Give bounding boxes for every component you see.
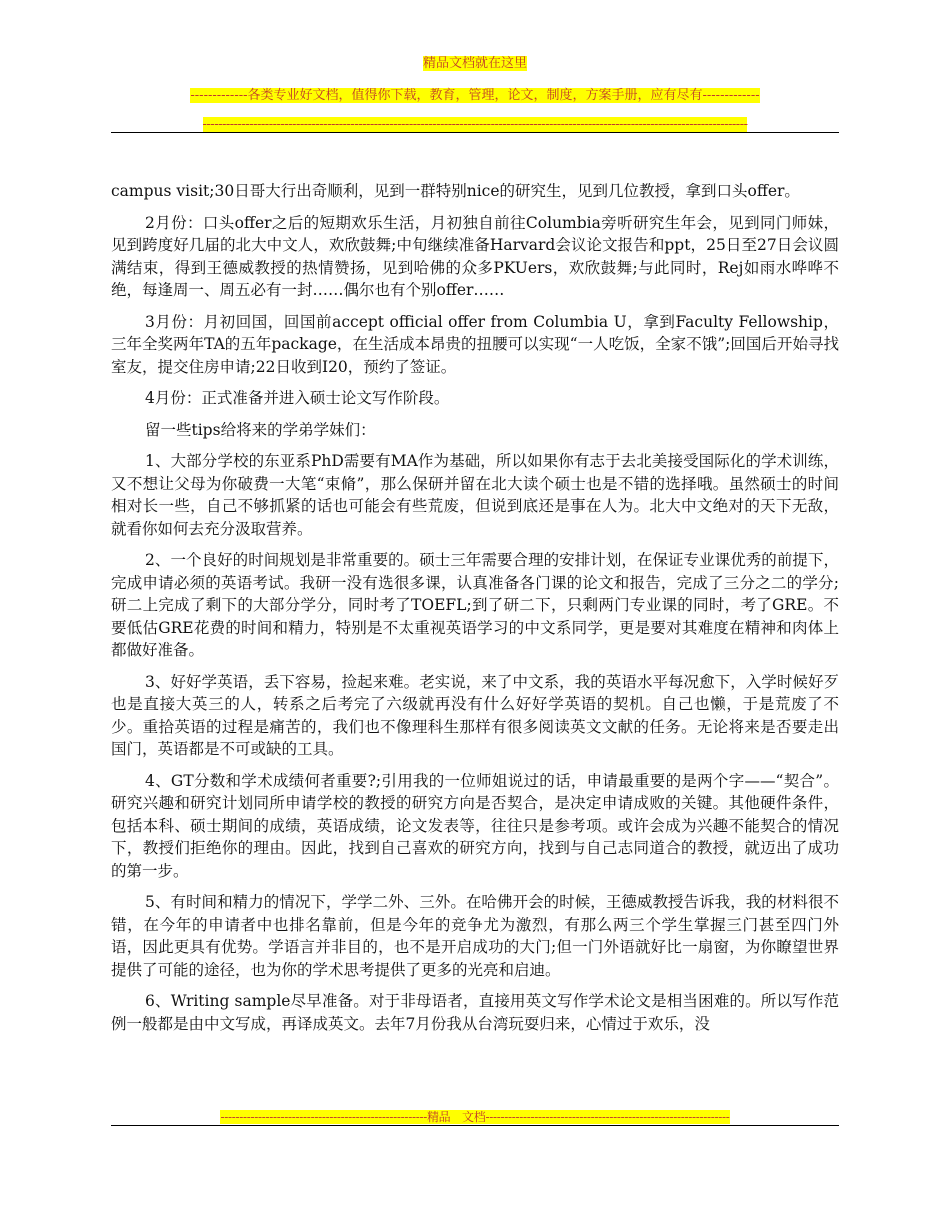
header-title: 精品文档就在这里 — [422, 56, 527, 71]
paragraph: 2月份：口头offer之后的短期欢乐生活，月初独自前往Columbia旁听研究生年会，见到同门师妹，见到跨度好几届的北大中文人，欢欣鼓舞;中旬继续准备Harvard会议论文报告和ppt，25日至27日会议圆满结束，得到王德威教授的热情赞扬，见到哈佛的众多PKUers，欢欣鼓舞;与此同时，Rej如雨水哗哗不绝，每逢周一、周五必有一封……偶尔也有个别offer…… — [111, 213, 839, 299]
paragraph: 1、大部分学校的东亚系PhD需要有MA作为基础，所以如果你有志于去北美接受国际化的学术训练，又不想让父母为你破费一大笔“束脩”，那么保研并留在北大读个硕士也是不错的选择哦。虽然硕士的时间相对长一些，自己不够抓紧的话也可能会有些荒废，但说到底还是事在人为。北大中文绝对的天下无敌，就看你如何去充分汲取营养。 — [111, 452, 839, 538]
header-rule — [111, 132, 839, 133]
paragraph: 6、Writing sample尽早准备。对于非母语者，直接用英文写作学术论文是相当困难的。所以写作范例一般都是由中文写成，再译成英文。去年7月份我从台湾玩耍归来，心情过于欢乐，没 — [111, 992, 839, 1033]
paragraph: 4月份：正式准备并进入硕士论文写作阶段。 — [145, 389, 450, 407]
paragraph: 5、有时间和精力的情况下，学学二外、三外。在哈佛开会的时候，王德威教授告诉我，我的材料很不错，在今年的申请者中也排名靠前，但是今年的竞争尤为激烈，有那么两三个学生掌握三门甚至四门外语，因此更具有优势。学语言并非目的，也不是开启成功的大门;但一门外语就好比一扇窗，为你瞭望世界提供了可能的途径，也为你的学术思考提供了更多的光亮和启迪。 — [111, 893, 839, 979]
paragraph: campus visit;30日哥大行出奇顺利，见到一群特别nice的研究生，见到几位教授，拿到口头offer。 — [111, 182, 800, 200]
page-footer — [111, 1106, 839, 1126]
paragraph: 3、好好学英语，丢下容易，捡起来难。老实说，来了中文系，我的英语水平每况愈下，入学时候好歹也是直接大英三的人，转系之后考完了六级就再没有什么好好学英语的契机。自己也懒，于是荒废了不少。重拾英语的过程是痛苦的，我们也不像理科生那样有很多阅读英文文献的任务。无论将来是否要走出国门，英语都是不可或缺的工具。 — [111, 672, 839, 758]
document-body — [111, 180, 839, 1044]
paragraph: 4、GT分数和学术成绩何者重要?;引用我的一位师姐说过的话，申请最重要的是两个字——“契合”。研究兴趣和研究计划同所申请学校的教授的研究方向是否契合，是决定申请成败的关键。其他硬件条件，包括本科、硕士期间的成绩，英语成绩，论文发表等，往往只是参考项。或许会成为兴趣不能契合的情况下，教授们拒绝你的理由。因此，找到自己喜欢的研究方向，找到与自己志同道合的教授，就迈出了成功的第一步。 — [111, 771, 839, 880]
paragraph: 2、一个良好的时间规划是非常重要的。硕士三年需要合理的安排计划，在保证专业课优秀的前提下，完成申请必须的英语考试。我研一没有选很多课，认真准备各门课的论文和报告，完成了三分之二的学分;研二上完成了剩下的大部分学分，同时考了TOEFL;到了研二下，只剩两门专业课的同时，考了GRE。不要低估GRE花费的时间和精力，特别是不太重视英语学习的中文系同学，更是要对其难度在精神和肉体上都做好准备。 — [111, 551, 839, 659]
paragraph: 留一些tips给将来的学弟学妹们： — [145, 420, 376, 439]
footer-rule — [111, 1125, 839, 1126]
footer-text: -------------------------------------------------------精品 文档----------------------------------------------------------------- — [220, 1110, 730, 1124]
paragraph: 3月份：月初回国，回国前accept official offer from Columbia U，拿到Faculty Fellowship，三年全奖两年TA的五年package，在生活成本昂贵的扭腰可以实现“一人吃饭，全家不饿”;回国后开始寻找室友，提交住房申请;22日收到I20，预约了签证。 — [111, 312, 839, 376]
header-tagline: -------------各类专业好文档，值得你下载，教育，管理，论文，制度，方案手册，应有尽有------------- — [190, 88, 760, 103]
header-dash-line: -------------------------------------------------------------------------------------------------------------------------------------------- — [202, 117, 748, 132]
